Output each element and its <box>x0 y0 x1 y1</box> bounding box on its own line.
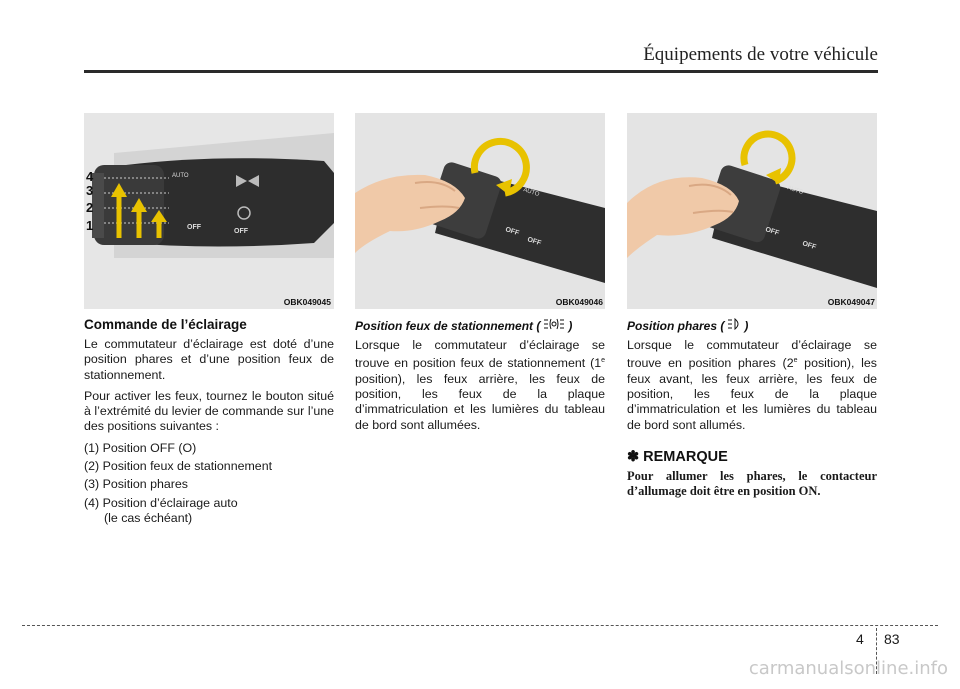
paragraph <box>627 338 877 433</box>
paragraph-part: position), les feux arrière, les feux de position, les feux de la plaque d’immatriculation et les lumières du tableau de bord sont allumées. <box>355 371 605 432</box>
page-header-title: Équipements de votre véhicule <box>643 44 878 65</box>
off-text-1: OFF <box>187 224 201 231</box>
photo-code: OBK049045 <box>283 297 331 307</box>
photo-code: OBK049046 <box>555 297 603 307</box>
paragraph-part: position), les feux avant, les feux arrière, les feux de position, les feux de la plaque d’immatriculation et les lumières du tableau de bord sont allumés. <box>627 356 877 432</box>
position-3-label: 3 <box>86 183 94 198</box>
paragraph <box>355 338 605 433</box>
note-heading <box>627 449 877 465</box>
heading-prefix: Position phares ( <box>627 318 725 333</box>
note-symbol-icon: ✽ <box>627 448 640 465</box>
svg-text:AUTO: AUTO <box>786 185 804 197</box>
list-item: (4) Position d’éclairage auto <box>84 495 238 510</box>
position-2-label: 2 <box>86 200 94 215</box>
paragraph-part: Lorsque le commutateur d’éclairage se trouve en position phares (2 <box>627 338 877 371</box>
heading-suffix: ) <box>744 318 749 333</box>
parking-position-photo <box>355 113 605 309</box>
auto-text: AUTO <box>172 173 189 179</box>
headlamp-icon <box>727 318 741 333</box>
ordinal-superscript: e <box>601 357 605 365</box>
parking-light-icon <box>543 318 565 333</box>
note-body: Pour allumer les phares, le contacteur d’allumage doit être en position ON. <box>627 468 877 499</box>
svg-text:OFF: OFF <box>504 226 520 238</box>
heading-prefix: Position feux de stationnement ( <box>355 318 541 333</box>
headlamp-position-photo <box>627 113 877 309</box>
paragraph: Le commutateur d’éclairage est doté d’une position phares et d’une position feux de stationnement. <box>84 337 334 382</box>
paragraph-part: Lorsque le commutateur d’éclairage se trouve en position feux de stationnement (1 <box>355 338 605 371</box>
lighting-lever-photo <box>84 113 334 309</box>
svg-text:OFF: OFF <box>801 240 817 252</box>
column-parking-lights <box>355 113 605 439</box>
list-item-continuation: (le cas échéant) <box>104 510 193 525</box>
off-text-2: OFF <box>234 228 248 235</box>
headlamp-position-illustration <box>627 113 877 309</box>
position-list <box>84 441 334 526</box>
header-rule <box>84 70 878 73</box>
note-heading-text: REMARQUE <box>643 448 728 465</box>
svg-text:OFF: OFF <box>764 226 780 238</box>
column-headlamps <box>627 113 877 500</box>
position-4-label: 4 <box>86 169 94 184</box>
parking-position-illustration <box>355 113 605 309</box>
section-heading: Commande de l’éclairage <box>84 317 247 332</box>
list-item: (3) Position phares <box>84 477 188 492</box>
list-item: (2) Position feux de stationnement <box>84 459 273 474</box>
photo-code: OBK049047 <box>827 297 875 307</box>
ordinal-superscript: e <box>793 357 798 365</box>
svg-text:OFF: OFF <box>526 236 542 248</box>
section-heading <box>355 318 605 333</box>
column-lighting-control <box>84 113 334 529</box>
footer-rule <box>22 625 938 626</box>
svg-text:AUTO: AUTO <box>522 187 540 199</box>
page-number: 83 <box>884 631 900 647</box>
position-1-label: 1 <box>86 218 94 233</box>
list-item: (1) Position OFF (O) <box>84 440 197 455</box>
paragraph: Pour activer les feux, tournez le bouton situé à l’extrémité du levier de commande sur l’une des positions suivantes : <box>84 388 334 434</box>
watermark: carmanualsonline.info <box>748 658 948 679</box>
lighting-lever-illustration <box>84 113 334 309</box>
chapter-number: 4 <box>856 631 864 647</box>
section-heading <box>627 318 877 333</box>
heading-suffix: ) <box>568 318 573 333</box>
